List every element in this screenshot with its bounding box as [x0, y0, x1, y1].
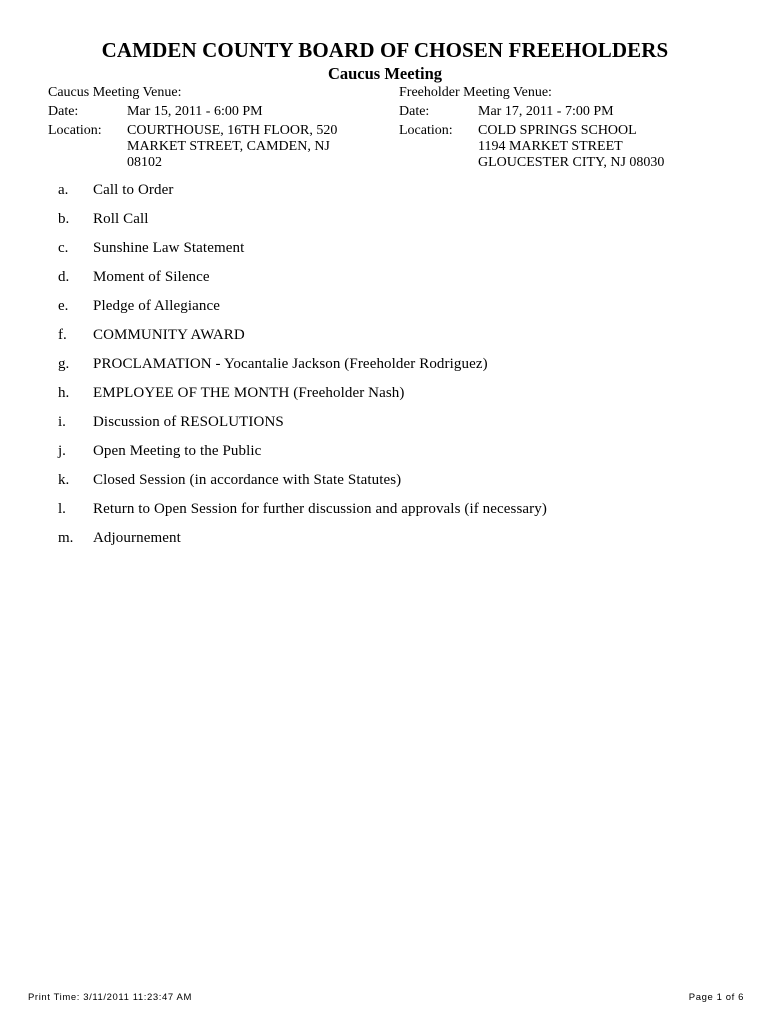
agenda-item-text: Open Meeting to the Public — [93, 443, 262, 459]
freeholder-date-row — [399, 104, 739, 123]
agenda-item — [58, 239, 738, 268]
caucus-date-value: Mar 15, 2011 - 6:00 PM — [127, 104, 263, 119]
agenda-item — [58, 413, 738, 442]
freeholder-date-value: Mar 17, 2011 - 7:00 PM — [478, 104, 614, 119]
agenda-item-text: COMMUNITY AWARD — [93, 327, 245, 343]
agenda-item — [58, 529, 738, 558]
agenda-item — [58, 384, 738, 413]
caucus-location-row — [48, 123, 388, 171]
agenda-item-letter: l. — [58, 501, 66, 517]
agenda-item — [58, 442, 738, 471]
agenda-item — [58, 181, 738, 210]
agenda-item-letter: f. — [58, 327, 67, 343]
agenda-item — [58, 326, 738, 355]
agenda-item-text: Moment of Silence — [93, 269, 210, 285]
caucus-venue-block — [48, 85, 388, 171]
caucus-venue-heading: Caucus Meeting Venue: — [48, 85, 182, 100]
meeting-type-subtitle: Caucus Meeting — [327, 64, 443, 83]
agenda-list — [58, 181, 738, 558]
agenda-item-text: Closed Session (in accordance with State Statutes) — [93, 472, 402, 488]
caucus-location-value — [127, 123, 388, 171]
agenda-item-letter: j. — [58, 443, 66, 459]
agenda-item-letter: b. — [58, 211, 70, 227]
agenda-item-letter: g. — [58, 356, 70, 372]
page-number-footer: Page 1 of 6 — [688, 992, 744, 1003]
document-title: CAMDEN COUNTY BOARD OF CHOSEN FREEHOLDERS — [101, 38, 669, 62]
freeholder-location-row — [399, 123, 739, 171]
caucus-location-label: Location: — [48, 123, 102, 138]
agenda-item-letter: c. — [58, 240, 69, 256]
freeholder-location-value — [478, 123, 739, 171]
agenda-item-text: Discussion of RESOLUTIONS — [93, 414, 284, 430]
freeholder-location-line: 1194 MARKET STREET — [478, 139, 623, 154]
freeholder-location-label: Location: — [399, 123, 453, 138]
caucus-date-label: Date: — [48, 104, 79, 119]
agenda-item-text: Call to Order — [93, 182, 174, 198]
print-time-footer: Print Time: 3/11/2011 11:23:47 AM — [28, 992, 192, 1003]
agenda-item-text: PROCLAMATION - Yocantalie Jackson (Freeholder Rodriguez) — [93, 356, 488, 372]
agenda-item-letter: a. — [58, 182, 69, 198]
caucus-location-line: MARKET STREET, CAMDEN, NJ — [127, 139, 330, 154]
caucus-location-line: 08102 — [127, 155, 162, 170]
agenda-item-text: EMPLOYEE OF THE MONTH (Freeholder Nash) — [93, 385, 405, 401]
agenda-item — [58, 297, 738, 326]
agenda-item — [58, 268, 738, 297]
agenda-item-text: Sunshine Law Statement — [93, 240, 245, 256]
freeholder-date-label: Date: — [399, 104, 430, 119]
caucus-location-line: COURTHOUSE, 16TH FLOOR, 520 — [127, 123, 338, 138]
agenda-item-letter: i. — [58, 414, 66, 430]
caucus-date-row — [48, 104, 388, 123]
agenda-item-letter: e. — [58, 298, 69, 314]
agenda-item-letter: m. — [58, 530, 74, 546]
agenda-item-text: Roll Call — [93, 211, 149, 227]
freeholder-venue-block — [399, 85, 739, 171]
agenda-item-letter: k. — [58, 472, 70, 488]
agenda-item — [58, 500, 738, 529]
freeholder-venue-heading: Freeholder Meeting Venue: — [399, 85, 552, 100]
agenda-item-text: Pledge of Allegiance — [93, 298, 220, 314]
freeholder-location-line: GLOUCESTER CITY, NJ 08030 — [478, 155, 665, 170]
agenda-item — [58, 210, 738, 239]
agenda-item — [58, 355, 738, 384]
agenda-item-letter: h. — [58, 385, 70, 401]
agenda-item-text: Adjournement — [93, 530, 181, 546]
agenda-item-text: Return to Open Session for further discussion and approvals (if necessary) — [93, 501, 547, 517]
freeholder-location-line: COLD SPRINGS SCHOOL — [478, 123, 637, 138]
agenda-item — [58, 471, 738, 500]
agenda-item-letter: d. — [58, 269, 70, 285]
